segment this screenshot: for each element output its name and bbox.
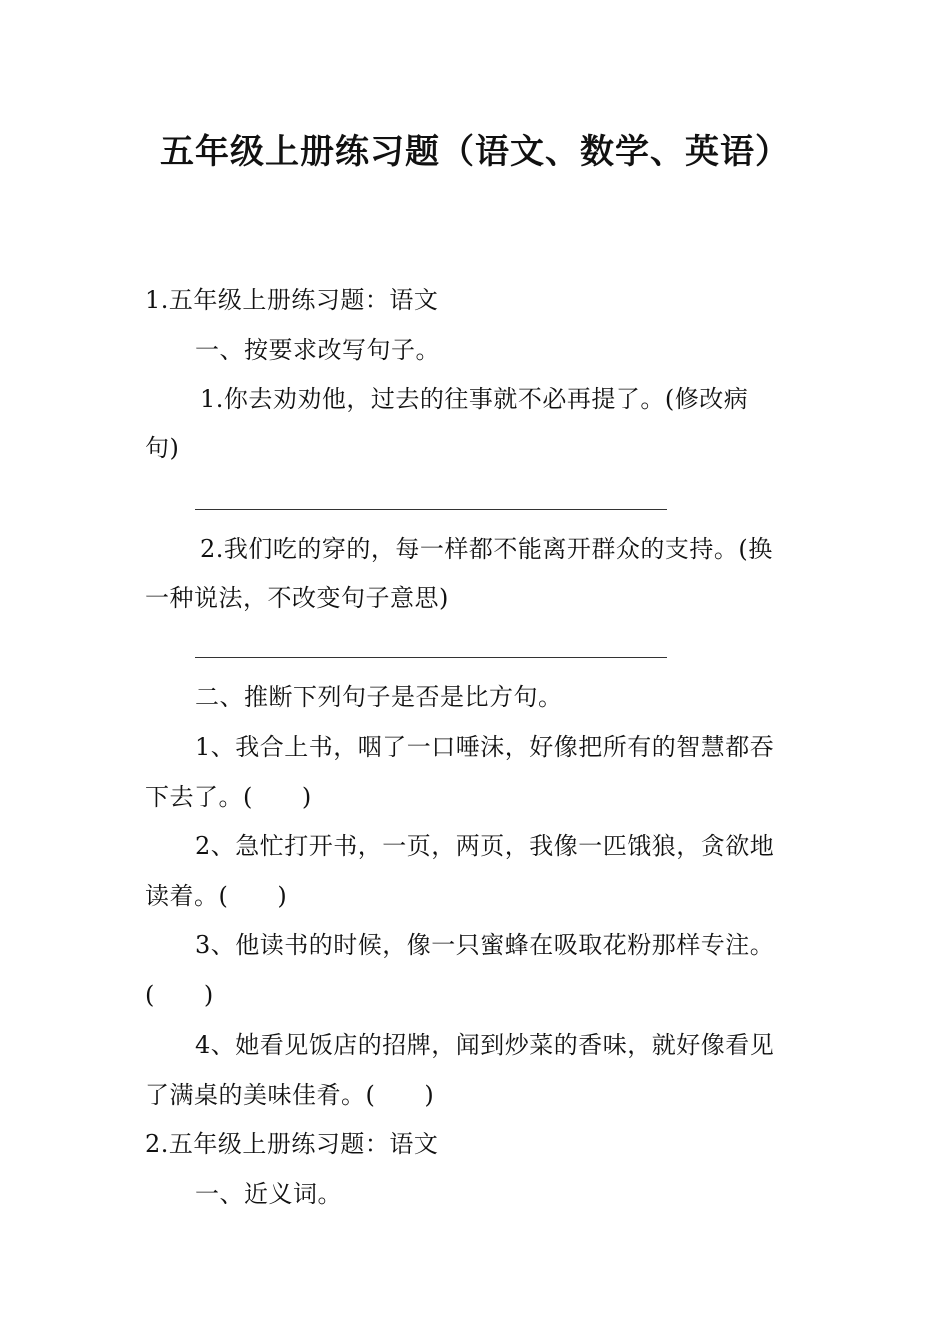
question-text: 1.你去劝劝他，过去的往事就不必再提了。(修改病 [200, 385, 749, 413]
question-text: 一种说法，不改变句子意思) [145, 584, 449, 612]
part-heading: 一、近义词。 [195, 1180, 342, 1208]
document-title: 五年级上册练习题（语文、数学、英语） [160, 132, 790, 172]
question-text: 4、她看见饭店的招牌，闻到炒菜的香味，就好像看见 [195, 1031, 775, 1059]
answer-blank-line [195, 657, 667, 658]
question-text: 1、我合上书，咽了一口唾沫，好像把所有的智慧都吞 [195, 733, 775, 761]
question-text: ( ) [145, 981, 214, 1009]
question-text: 3、他读书的时候，像一只蜜蜂在吸取花粉那样专注。 [195, 931, 775, 959]
answer-blank-line [195, 509, 667, 510]
question-text: 了满桌的美味佳肴。( ) [145, 1081, 435, 1109]
question-text: 2、急忙打开书，一页，两页，我像一匹饿狼，贪欲地 [195, 832, 775, 860]
question-text: 下去了。( ) [145, 783, 312, 811]
question-text: 读着。( ) [145, 882, 288, 910]
section-heading: 1.五年级上册练习题：语文 [145, 286, 439, 314]
question-text: 句) [145, 434, 180, 462]
part-heading: 一、按要求改写句子。 [195, 336, 440, 364]
section-heading: 2.五年级上册练习题：语文 [145, 1130, 439, 1158]
question-text: 2.我们吃的穿的，每一样都不能离开群众的支持。(换 [200, 535, 773, 563]
part-heading: 二、推断下列句子是否是比方句。 [195, 683, 563, 711]
